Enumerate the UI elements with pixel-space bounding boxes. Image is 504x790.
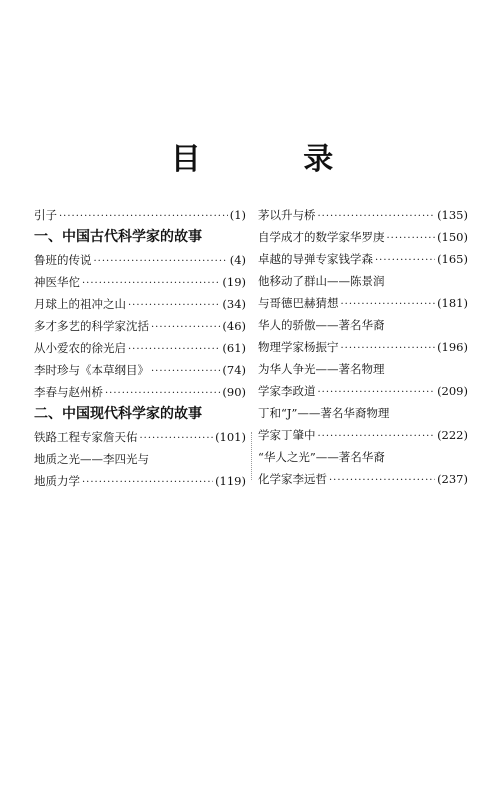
toc-entry-title: 铁路工程专家詹天佑 [34,430,138,444]
page-title: 目 录 [170,142,380,177]
toc-entry-title: 李时珍与《本草纲目》 [34,363,149,377]
toc-page-number: (119) [215,474,246,488]
toc-entry-title: 从小爱农的徐光启 [34,341,126,355]
leader-dots [318,382,436,404]
toc-entry[interactable] [34,315,246,337]
toc-entry[interactable] [34,470,246,492]
toc-page-number: (181) [437,296,468,310]
toc-entry-title: 多才多艺的科学家沈括 [34,319,149,333]
toc-page-number: (196) [437,340,468,354]
section-heading-modern[interactable] [34,403,246,426]
toc-entry-title: 地质力学 [34,474,80,488]
leader-dots [387,228,436,250]
toc-entry-title: 为华人争光——著名物理 [258,362,385,376]
toc-entry[interactable] [258,226,468,248]
toc-right-column [258,204,468,490]
toc-entry-title: “华人之光”——著名华裔 [258,450,385,464]
toc-entry-title: 神医华佗 [34,275,80,289]
toc-entry-title: 卓越的导弹专家钱学森 [258,252,373,266]
toc-entry-title: 华人的骄傲——著名华裔 [258,318,385,332]
toc-page-number: (46) [222,319,246,333]
toc-entry-title: 丁和“J”——著名华裔物理 [258,406,390,420]
toc-entry-continued[interactable] [258,314,468,336]
toc-entry-title: 地质之光——李四光与 [34,452,149,466]
toc-page-number: (90) [222,385,246,399]
section-title: 一、中国古代科学家的故事 [34,229,202,245]
toc-page-number: (74) [222,363,246,377]
leader-dots [140,428,214,450]
toc-entry-title: 月球上的祖冲之山 [34,297,126,311]
toc-entry-continued[interactable] [258,402,468,424]
toc-entry-title: 与哥德巴赫猜想 [258,296,339,310]
toc-entry[interactable] [34,426,246,448]
leader-dots [59,206,228,228]
section-heading-ancient[interactable] [34,226,246,249]
toc-entry[interactable] [258,424,468,446]
toc-entry-continued[interactable] [258,446,468,468]
toc-entry-continued[interactable] [34,448,246,470]
toc-page-number: (165) [437,252,468,266]
toc-page-number: (150) [437,230,468,244]
leader-dots [128,339,220,361]
toc-page-number: (135) [437,208,468,222]
leader-dots [341,338,436,360]
toc-entry-title: 茅以升与桥 [258,208,316,222]
toc-entry[interactable] [258,468,468,490]
leader-dots [151,317,220,339]
toc-entry[interactable] [34,359,246,381]
leader-dots [128,295,220,317]
toc-entry[interactable] [34,249,246,271]
leader-dots [318,426,436,448]
toc-entry-continued[interactable] [258,358,468,380]
toc-entry-title: 化学家李远哲 [258,472,327,486]
toc-entry[interactable] [258,380,468,402]
toc-page-number: (222) [437,428,468,442]
toc-page-number: (4) [229,253,246,267]
toc-page-number: (34) [222,297,246,311]
toc-entry-title: 物理学家杨振宁 [258,340,339,354]
leader-dots [151,361,220,383]
toc-entry[interactable] [258,248,468,270]
toc-entry-title: 学家李政道 [258,384,316,398]
toc-entry[interactable] [258,204,468,226]
toc-entry-title: 自学成才的数学家华罗庚 [258,230,385,244]
toc-entry-title: 引子 [34,208,57,222]
leader-dots [318,206,436,228]
section-title: 二、中国现代科学家的故事 [34,406,202,422]
leader-dots [341,294,436,316]
leader-dots [375,250,435,272]
toc-entry[interactable] [34,337,246,359]
toc-entry-title: 李春与赵州桥 [34,385,103,399]
toc-left-column [34,204,246,492]
toc-page-number: (19) [222,275,246,289]
toc-page-number: (237) [437,472,468,486]
toc-entry-intro[interactable] [34,204,246,226]
column-divider [251,432,252,480]
toc-entry-title: 他移动了群山——陈景润 [258,274,385,288]
toc-page-number: (101) [215,430,246,444]
leader-dots [329,470,435,492]
leader-dots [82,273,220,295]
leader-dots [94,251,228,273]
toc-entry[interactable] [34,381,246,403]
toc-entry[interactable] [258,292,468,314]
toc-page-number: (209) [437,384,468,398]
leader-dots [105,383,220,405]
toc-entry-continued[interactable] [258,270,468,292]
toc-entry-title: 学家丁肇中 [258,428,316,442]
leader-dots [82,472,213,494]
toc-entry[interactable] [258,336,468,358]
toc-page-number: (1) [229,208,246,222]
toc-page-number: (61) [222,341,246,355]
toc-entry[interactable] [34,271,246,293]
toc-entry-title: 鲁班的传说 [34,253,92,267]
toc-entry[interactable] [34,293,246,315]
